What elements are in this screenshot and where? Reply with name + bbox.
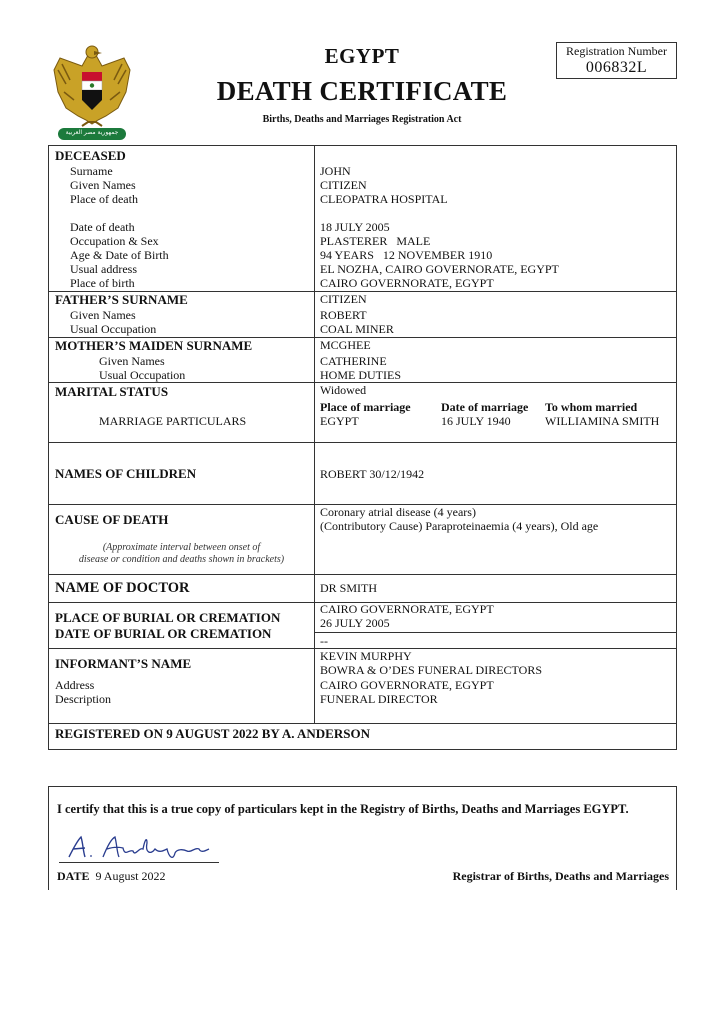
father-given-value: ROBERT bbox=[320, 308, 367, 322]
date-of-marriage-header: Date of marriage bbox=[441, 400, 529, 414]
father-occupation-label: Usual Occupation bbox=[70, 322, 157, 336]
registration-box bbox=[556, 42, 677, 79]
given-names-value: CITIZEN bbox=[320, 178, 367, 192]
date-of-marriage-value: 16 JULY 1940 bbox=[441, 414, 511, 428]
father-surname-value: CITIZEN bbox=[320, 292, 367, 306]
marital-heading: MARITAL STATUS bbox=[55, 384, 169, 399]
mother-given-label: Given Names bbox=[99, 354, 165, 368]
mother-occupation-label: Usual Occupation bbox=[99, 368, 186, 382]
mother-heading: MOTHER’S MAIDEN SURNAME bbox=[55, 338, 253, 353]
informant-org-value: BOWRA & O’DES FUNERAL DIRECTORS bbox=[320, 663, 543, 677]
burial-dash: -- bbox=[320, 634, 328, 648]
mother-given-value: CATHERINE bbox=[320, 354, 387, 368]
date-value: 9 August 2022 bbox=[95, 869, 166, 883]
burial-date-heading: DATE OF BURIAL OR CREMATION bbox=[55, 626, 272, 641]
surname-label: Surname bbox=[70, 164, 113, 178]
informant-description-label: Description bbox=[55, 692, 111, 706]
burial-place-value: CAIRO GOVERNORATE, EGYPT bbox=[320, 602, 494, 616]
cause-line-1: Coronary atrial disease (4 years) bbox=[320, 505, 476, 519]
father-heading: FATHER’S SURNAME bbox=[55, 292, 188, 307]
registered-line: REGISTERED ON 9 AUGUST 2022 BY A. ANDERSON bbox=[55, 726, 370, 741]
burial-subdivider bbox=[315, 632, 676, 633]
to-whom-married-value: WILLIAMINA SMITH bbox=[545, 414, 660, 428]
mother-occupation-value: HOME DUTIES bbox=[320, 368, 401, 382]
place-of-death-label: Place of death bbox=[70, 192, 138, 206]
marital-status-value: Widowed bbox=[320, 383, 367, 397]
registration-number: 006832L bbox=[585, 59, 648, 76]
signature-icon bbox=[63, 831, 223, 863]
informant-heading: INFORMANT’S NAME bbox=[55, 656, 192, 671]
marriage-particulars-label: MARRIAGE PARTICULARS bbox=[99, 414, 247, 428]
usual-address-label: Usual address bbox=[70, 262, 137, 276]
date-of-death-label: Date of death bbox=[70, 220, 135, 234]
informant-address-label: Address bbox=[55, 678, 95, 692]
cause-note-1: (Approximate interval between onset of bbox=[102, 542, 261, 553]
place-of-birth-label: Place of birth bbox=[70, 276, 135, 290]
cause-heading: CAUSE OF DEATH bbox=[55, 512, 169, 527]
certification-box bbox=[48, 786, 677, 890]
row-divider bbox=[49, 723, 676, 724]
act-subtitle: Births, Deaths and Marriages Registration Act bbox=[262, 114, 462, 125]
father-occupation-value: COAL MINER bbox=[320, 322, 394, 336]
certificate-title: DEATH CERTIFICATE bbox=[216, 76, 508, 106]
given-names-label: Given Names bbox=[70, 178, 136, 192]
row-divider bbox=[49, 442, 676, 443]
informant-description-value: FUNERAL DIRECTOR bbox=[320, 692, 438, 706]
signature-line bbox=[59, 862, 219, 863]
age-dob-label: Age & Date of Birth bbox=[70, 248, 169, 262]
certificate-table bbox=[48, 145, 677, 750]
cause-line-2: (Contributory Cause) Paraproteinaemia (4 years), Old age bbox=[320, 519, 599, 533]
doctor-heading: NAME OF DOCTOR bbox=[55, 580, 190, 596]
certification-date bbox=[57, 869, 165, 884]
informant-address-value: CAIRO GOVERNORATE, EGYPT bbox=[320, 678, 494, 692]
father-given-label: Given Names bbox=[70, 308, 136, 322]
mother-surname-value: MCGHEE bbox=[320, 338, 371, 352]
deceased-heading: DECEASED bbox=[55, 148, 126, 163]
to-whom-married-header: To whom married bbox=[545, 400, 638, 414]
cause-note-2: disease or condition and deaths shown in brackets) bbox=[78, 554, 285, 565]
burial-place-heading: PLACE OF BURIAL OR CREMATION bbox=[55, 610, 281, 625]
age-dob-value: 94 YEARS 12 NOVEMBER 1910 bbox=[320, 248, 493, 262]
place-of-marriage-header: Place of marriage bbox=[320, 400, 411, 414]
date-of-death-value: 18 JULY 2005 bbox=[320, 220, 390, 234]
place-of-birth-value: CAIRO GOVERNORATE, EGYPT bbox=[320, 276, 494, 290]
children-heading: NAMES OF CHILDREN bbox=[55, 466, 197, 481]
children-value: ROBERT 30/12/1942 bbox=[320, 467, 425, 481]
occupation-sex-label: Occupation & Sex bbox=[70, 234, 159, 248]
country-heading: EGYPT bbox=[324, 44, 400, 68]
certification-statement: I certify that this is a true copy of particulars kept in the Registry of Births, Deaths and Marriages EGYPT. bbox=[57, 802, 629, 816]
row-divider bbox=[49, 574, 676, 575]
place-of-death-value: CLEOPATRA HOSPITAL bbox=[320, 192, 448, 206]
doctor-value: DR SMITH bbox=[320, 581, 378, 595]
occupation-sex-value: PLASTERER MALE bbox=[320, 234, 431, 248]
emblem-text: جمهورية مصر العربية bbox=[65, 129, 119, 136]
informant-name-value: KEVIN MURPHY bbox=[320, 649, 412, 663]
place-of-marriage-value: EGYPT bbox=[320, 414, 359, 428]
date-label: DATE bbox=[57, 869, 90, 883]
usual-address-value: EL NOZHA, CAIRO GOVERNORATE, EGYPT bbox=[320, 262, 559, 276]
burial-date-value: 26 JULY 2005 bbox=[320, 616, 390, 630]
column-divider bbox=[314, 146, 315, 723]
registration-label: Registration Number bbox=[566, 44, 667, 58]
registrar-title: Registrar of Births, Deaths and Marriages bbox=[452, 869, 669, 883]
surname-value: JOHN bbox=[320, 164, 351, 178]
